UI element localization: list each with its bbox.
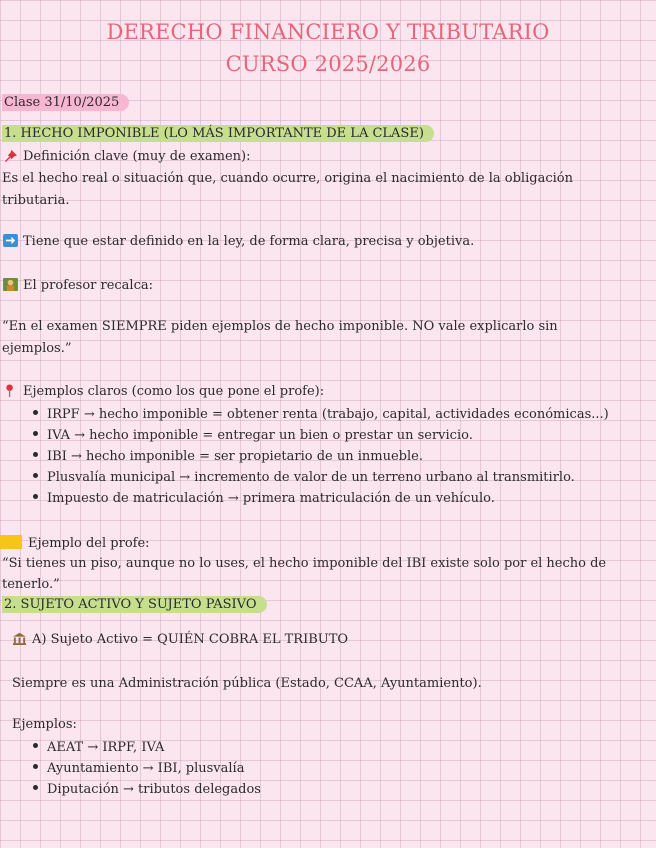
sujeto-activo-text: A) Sujeto Activo = QUIÉN COBRA EL TRIBUTO bbox=[32, 632, 349, 647]
ejemplos2-label: Ejemplos: bbox=[12, 717, 77, 732]
definicion-line-1: Es el hecho real o situación que, cuando ocurre, origina el nacimiento de la obligación bbox=[2, 171, 573, 186]
bank-icon bbox=[12, 632, 27, 645]
list-item: Diputación → tributos delegados bbox=[33, 779, 261, 800]
ejemplos-label-row bbox=[3, 384, 324, 399]
page-subtitle: CURSO 2025/2026 bbox=[225, 52, 431, 76]
section1-heading bbox=[2, 126, 434, 141]
clase-date-tag bbox=[2, 95, 129, 110]
sujeto-activo-row bbox=[12, 632, 348, 647]
page-title: DERECHO FINANCIERO Y TRIBUTARIO bbox=[106, 20, 550, 44]
definicion-label-row bbox=[3, 149, 250, 164]
yellow-note-icon bbox=[0, 535, 22, 549]
ley-text: Tiene que estar definido en la ley, de forma clara, precisa y objetiva. bbox=[23, 234, 475, 249]
profesor-label: El profesor recalca: bbox=[23, 278, 153, 293]
list-item: Plusvalía municipal → incremento de valor de un terreno urbano al transmitirlo. bbox=[33, 467, 609, 488]
section1-heading-text: 1. HECHO IMPONIBLE (LO MÁS IMPORTANTE DE LA CLASE) bbox=[2, 125, 434, 142]
list-item: Impuesto de matriculación → primera matriculación de un vehículo. bbox=[33, 488, 609, 509]
definicion-label: Definición clave (muy de examen): bbox=[23, 149, 251, 164]
clase-date-text: Clase 31/10/2025 bbox=[2, 94, 129, 111]
ejemplo-profe-label: Ejemplo del profe: bbox=[28, 536, 150, 551]
section2-heading bbox=[2, 597, 267, 612]
quote-line-2: ejemplos.” bbox=[2, 341, 72, 356]
pushpin-icon bbox=[3, 149, 18, 162]
admin-text: Siempre es una Administración pública (Estado, CCAA, Ayuntamiento). bbox=[12, 676, 482, 691]
section2-heading-text: 2. SUJETO ACTIVO Y SUJETO PASIVO bbox=[2, 596, 267, 613]
ejemplos-list bbox=[33, 404, 609, 509]
ejemplos2-list bbox=[33, 737, 261, 800]
ejemplo-profe-line-2: tenerlo.” bbox=[2, 577, 60, 592]
teacher-icon bbox=[3, 278, 18, 291]
quote-line-1: “En el examen SIEMPRE piden ejemplos de hecho imponible. NO vale explicarlo sin bbox=[2, 319, 558, 334]
ejemplo-profe-row bbox=[0, 535, 150, 551]
list-item: IVA → hecho imponible = entregar un bien o prestar un servicio. bbox=[33, 425, 609, 446]
ejemplos-label: Ejemplos claros (como los que pone el profe): bbox=[23, 384, 325, 399]
list-item: IRPF → hecho imponible = obtener renta (trabajo, capital, actividades económicas...) bbox=[33, 404, 609, 425]
ley-row bbox=[3, 234, 474, 249]
list-item: Ayuntamiento → IBI, plusvalía bbox=[33, 758, 261, 779]
profesor-row bbox=[3, 278, 153, 293]
definicion-line-2: tributaria. bbox=[2, 193, 70, 208]
list-item: IBI → hecho imponible = ser propietario de un inmueble. bbox=[33, 446, 609, 467]
list-item: AEAT → IRPF, IVA bbox=[33, 737, 261, 758]
right-arrow-icon bbox=[3, 234, 18, 247]
round-pin-icon bbox=[3, 384, 18, 397]
ejemplo-profe-line-1: “Si tienes un piso, aunque no lo uses, el hecho imponible del IBI existe solo por el hecho de bbox=[2, 556, 607, 571]
